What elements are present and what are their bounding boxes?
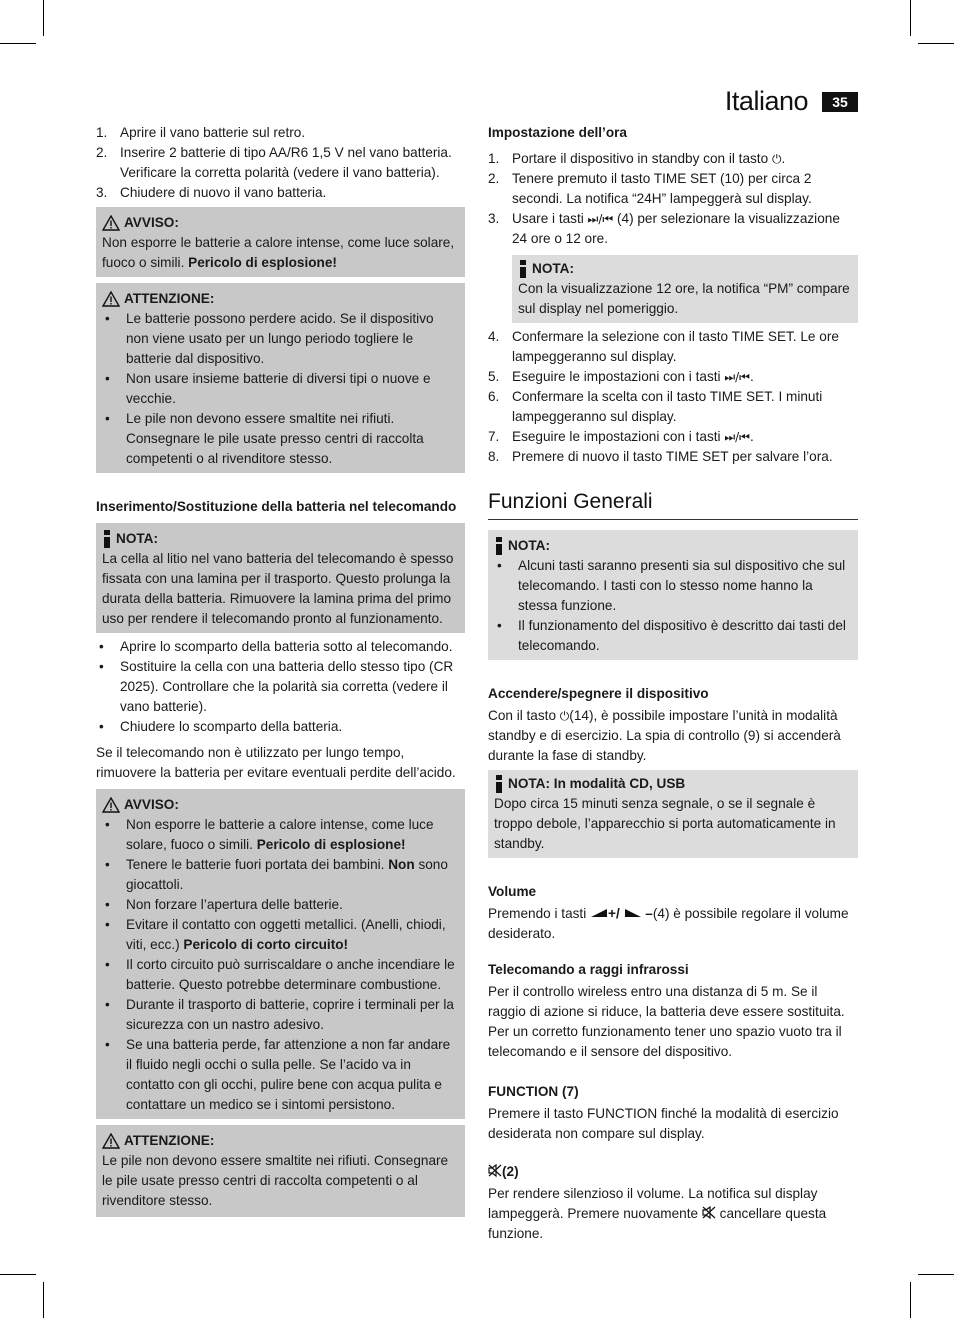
warning-title: AVVISO: [124,797,179,812]
warning-icon [102,291,120,307]
remote-battery-heading: Inserimento/Sostituzione della batteria nel telecomando [96,499,457,514]
crop-mark [910,0,911,36]
list-item: 3. Chiudere di nuovo il vano batteria. [96,185,327,200]
power-heading: Accendere/spegnere il dispositivo [488,686,709,701]
list-item: • Non esporre le batterie a calore intense, come luce solare, fuoco o simili. Pericolo di esplosione! [105,817,434,852]
list-item: • Le batterie possono perdere acido. Se il dispositivo non viene usato per un lungo periodo togliere le batterie dal dispositivo. [105,311,434,366]
caution-title: ATTENZIONE: [124,1133,215,1148]
volume-paragraph: Premendo i tasti +/ –(4) è possibile regolare il volume desiderato. [488,906,849,941]
note-box [512,255,858,323]
list-item: 2. Inserire 2 batterie di tipo AA/R6 1,5 V nel vano batteria. Verificare la corretta polarità (vedere il vano batteria). [96,145,452,180]
caution-text: Le pile non devono essere smaltite nei rifiuti. Consegnare le pile usate presso centri di raccolta competenti o al rivenditore stesso. [102,1153,449,1208]
crop-mark [0,1274,36,1275]
list-item: • Tenere le batterie fuori portata dei bambini. Non sono giocattoli. [105,857,448,892]
list-item: • Chiudere lo scomparto della batteria. [99,719,343,734]
warning-emphasis: Pericolo di esplosione! [188,255,337,270]
list-item: 4. Confermare la selezione con il tasto TIME SET. Le ore lampeggeranno sul display. [488,329,839,364]
mute-paragraph: Per rendere silenzioso il volume. La notifica sul display lampeggerà. Premere nuovamente cancellare questa funzione. [488,1186,827,1241]
info-icon [494,537,504,555]
list-item: • Sostituire la cella con una batteria dello stesso tipo (CR 2025). Controllare che la polarità sia corretta (vedere il vano batterie). [99,659,454,714]
mute-heading: (2) [488,1162,858,1182]
section-title: Funzioni Generali [488,489,858,520]
warning-icon [102,1133,120,1149]
list-item: • Il funzionamento del dispositivo è descritto dai tasti del telecomando. [497,618,846,653]
crop-mark [0,43,36,44]
list-item: 8. Premere di nuovo il tasto TIME SET per salvare l’ora. [488,449,833,464]
function-heading: FUNCTION (7) [488,1084,579,1099]
list-item: • Non usare insieme batterie di diversi tipi o nuove e vecchie. [105,371,431,406]
list-item: 2. Tenere premuto il tasto TIME SET (10) per circa 2 secondi. La notifica “24H” lampeggerà sul display. [488,171,812,206]
info-icon [518,260,528,278]
list-item: 6. Confermare la scelta con il tasto TIME SET. I minuti lampeggeranno sul display. [488,389,823,424]
note-title: NOTA: In modalità CD, USB [508,776,686,791]
skip-icon: ⏭/⏮ [587,212,614,226]
warning-icon [102,215,120,231]
warning-title: AVVISO: [124,215,179,230]
note-box [96,523,465,633]
volume-up-icon [590,908,608,918]
battery-steps [96,123,465,203]
time-steps-a [488,149,858,249]
list-item: 1. Aprire il vano batterie sul retro. [96,125,306,140]
volume-down-icon [624,908,642,918]
crop-mark [43,1282,44,1318]
note-title: NOTA: [508,538,551,553]
page-language-title: Italiano [724,86,808,116]
warning-text: Non esporre le batterie a calore intense, come luce solare, fuoco o simili. [102,235,455,270]
crop-mark [43,0,44,36]
info-icon [102,530,112,548]
ir-remote-heading: Telecomando a raggi infrarossi [488,962,689,977]
crop-mark [918,1274,954,1275]
warning-box [96,207,465,277]
list-item: • Le pile non devono essere smaltite nei rifiuti. Consegnare le pile usate presso centri di raccolta competenti o al rivenditore stesso. [105,411,424,466]
left-column [96,123,465,1217]
list-item: 3. Usare i tasti ⏭/⏮ (4) per selezionare la visualizzazione 24 ore o 12 ore. [488,211,840,246]
note-text: La cella al litio nel vano batteria del telecomando è spesso fissata con una lamina per il trasporto. Questo prolunga la durata della batteria. Rimuovere la lamina prima del primo uso per rendere il telecomando pronto al funzionamento. [102,551,454,626]
caution-box [96,1125,465,1217]
caution-box [96,283,465,473]
remote-steps [96,637,465,737]
list-item: 5. Eseguire le impostazioni con i tasti ⏭/⏮. [488,369,754,384]
time-steps-b [488,327,858,467]
remote-paragraph: Se il telecomando non è utilizzato per lungo tempo, rimuovere la batteria per evitare eventuali perdite dell’acido. [96,745,456,780]
volume-heading: Volume [488,884,537,899]
page-number: 35 [822,92,858,112]
list-item: • Non forzare l’apertura delle batterie. [105,897,343,912]
list-item: 1. Portare il dispositivo in standby con il tasto ⏻. [488,151,786,166]
ir-remote-paragraph: Per il controllo wireless entro una distanza di 5 m. Se il raggio di azione si riduce, la batteria deve essere sostituita. Per un corretto funzionamento tener uno spazio vuoto tra il telecomando e il sensore del dispositivo. [488,984,845,1059]
mute-icon [702,1206,716,1219]
list-item: • Alcuni tasti saranno presenti sia sul dispositivo che sul telecomando. I tasti con lo stesso nome hanno la stessa funzione. [497,558,846,613]
list-item: • Il corto circuito può surriscaldare o anche incendiare le batterie. Questo potrebbe determinare combustione. [105,957,455,992]
crop-mark [918,43,954,44]
time-setting-heading: Impostazione dell’ora [488,125,627,140]
warning-box [96,789,465,1119]
crop-mark [910,1282,911,1318]
note-title: NOTA: [532,261,575,276]
warning-icon [102,797,120,813]
list-item: • Aprire lo scomparto della batteria sotto al telecomando. [99,639,453,654]
note-text: Dopo circa 15 minuti senza segnale, o se il segnale è troppo debole, l’apparecchio si porta automaticamente in standby. [494,796,836,851]
note-box [488,530,858,660]
power-icon: ⏻ [559,709,570,723]
right-column [488,123,858,1244]
list-item: 7. Eseguire le impostazioni con i tasti ⏭/⏮. [488,429,754,444]
list-item: • Durante il trasporto di batterie, coprire i terminali per la sicurezza con un nastro adesivo. [105,997,454,1032]
power-icon: ⏻ [771,152,782,166]
list-item: • Evitare il contatto con oggetti metallici. (Anelli, chiodi, viti, ecc.) Pericolo di corto circuito! [105,917,446,952]
caution-title: ATTENZIONE: [124,291,215,306]
info-icon [494,775,504,793]
mute-icon [488,1164,502,1177]
power-paragraph: Con il tasto ⏻(14), è possibile impostare l’unità in modalità standby e di esercizio. La spia di controllo (9) si accenderà durante la fase di standby. [488,708,841,763]
skip-icon: ⏭/⏮ [724,430,750,444]
note-title: NOTA: [116,531,159,546]
list-item: • Se una batteria perde, far attenzione a non far andare il fluido negli occhi o sulla pelle. Se l’acido va in contatto con gli occhi, pulire bene con acqua pulita e contattare un medico se i sintomi persistono. [105,1037,451,1112]
function-paragraph: Premere il tasto FUNCTION finché la modalità di esercizio desiderata non compare sul display. [488,1106,839,1141]
note-text: Con la visualizzazione 12 ore, la notifica “PM” compare sul display nel pomeriggio. [518,281,850,316]
note-box [488,770,858,858]
skip-icon: ⏭/⏮ [724,370,750,384]
